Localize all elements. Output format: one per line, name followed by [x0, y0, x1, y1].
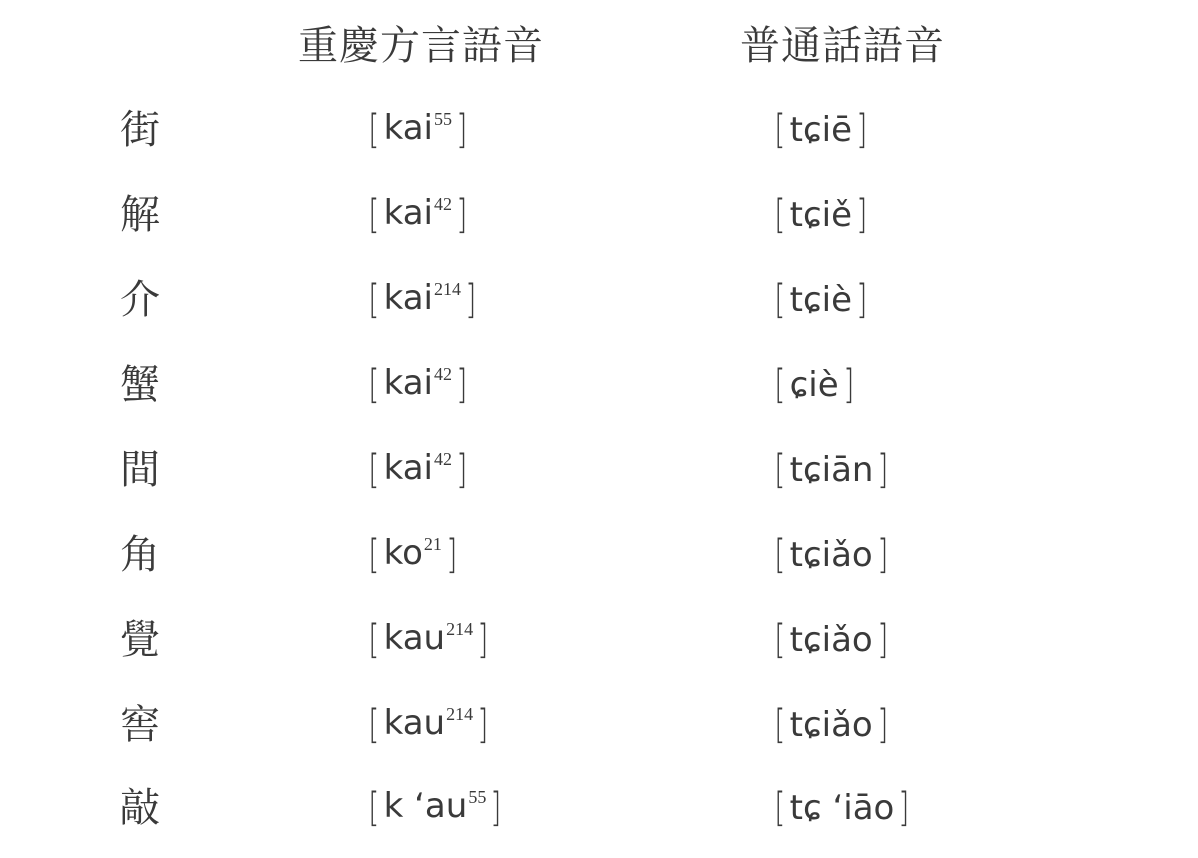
ipa-syllable: tɕiē — [789, 110, 852, 150]
chongqing-pronunciation — [366, 440, 470, 500]
ipa-base — [382, 438, 454, 503]
chongqing-pronunciation — [366, 355, 470, 415]
ipa-syllable: tɕiě — [789, 195, 852, 235]
chongqing-pronunciation — [366, 610, 491, 670]
putonghua-pronunciation — [772, 525, 890, 585]
tone-number: 214 — [433, 278, 461, 299]
close-bracket: ] — [477, 617, 489, 663]
character: 蟹 — [120, 362, 160, 408]
ipa-syllable: kau — [383, 702, 446, 743]
tone-number: 55 — [433, 108, 452, 129]
open-bracket: [ — [368, 107, 380, 153]
ipa-base — [382, 183, 454, 248]
header-putonghua-pronunciation: 普通話語音 — [740, 23, 945, 69]
open-bracket: [ — [774, 532, 786, 578]
tone-number: 42 — [433, 193, 452, 214]
ipa-syllable: kai — [383, 107, 433, 148]
open-bracket: [ — [774, 447, 786, 493]
open-bracket: [ — [774, 785, 786, 831]
table-row — [0, 440, 1198, 500]
open-bracket: [ — [774, 277, 786, 323]
table-row — [0, 185, 1198, 245]
table-row — [0, 778, 1198, 838]
open-bracket: [ — [368, 362, 380, 408]
chongqing-pronunciation — [366, 185, 470, 245]
ipa-base — [382, 268, 463, 333]
open-bracket: [ — [774, 702, 786, 748]
chongqing-pronunciation — [366, 100, 470, 160]
close-bracket: ] — [856, 192, 868, 238]
putonghua-pronunciation — [772, 355, 856, 415]
close-bracket: ] — [877, 617, 888, 663]
close-bracket: ] — [456, 362, 468, 408]
tone-number: 42 — [433, 363, 452, 384]
character: 間 — [120, 447, 160, 493]
chongqing-pronunciation — [366, 778, 504, 838]
table-row — [0, 100, 1198, 160]
ipa-syllable: kai — [383, 192, 433, 233]
open-bracket: [ — [368, 617, 380, 663]
character: 覺 — [120, 617, 160, 663]
ipa-syllable: kai — [383, 447, 433, 488]
close-bracket: ] — [877, 532, 888, 578]
putonghua-pronunciation — [772, 610, 890, 670]
putonghua-pronunciation — [772, 778, 912, 838]
character: 敲 — [120, 785, 160, 831]
open-bracket: [ — [368, 192, 380, 238]
chongqing-pronunciation — [366, 270, 479, 330]
ipa-syllable: kau — [383, 617, 446, 658]
tone-number: 55 — [468, 786, 487, 807]
table-row — [0, 525, 1198, 585]
ipa-syllable: tɕiǎo — [789, 705, 873, 745]
open-bracket: [ — [368, 277, 380, 323]
putonghua-pronunciation — [772, 185, 870, 245]
open-bracket: [ — [774, 107, 786, 153]
ipa-base — [382, 693, 475, 758]
close-bracket: ] — [898, 785, 910, 831]
ipa-base — [382, 608, 475, 673]
ipa-base — [382, 523, 444, 588]
table-row — [0, 610, 1198, 670]
tone-number: 214 — [446, 618, 474, 639]
putonghua-pronunciation — [772, 440, 891, 500]
character: 介 — [120, 277, 160, 323]
ipa-syllable: ko — [383, 532, 423, 573]
table-row — [0, 695, 1198, 755]
character: 街 — [120, 107, 160, 153]
character: 角 — [120, 532, 160, 578]
ipa-syllable: tɕ ‘iāo — [789, 788, 895, 828]
ipa-base — [382, 98, 454, 163]
putonghua-pronunciation — [772, 695, 890, 755]
character: 窖 — [120, 702, 160, 748]
ipa-syllable: tɕiān — [789, 450, 874, 490]
ipa-syllable: tɕiǎo — [789, 620, 873, 660]
ipa-base — [382, 776, 489, 841]
ipa-syllable: tɕiǎo — [789, 535, 873, 575]
header-chongqing-pronunciation: 重慶方言語音 — [298, 23, 544, 69]
chongqing-pronunciation — [366, 525, 460, 585]
tone-number: 214 — [446, 703, 474, 724]
open-bracket: [ — [368, 532, 380, 578]
open-bracket: [ — [774, 617, 786, 663]
table-row — [0, 270, 1198, 330]
close-bracket: ] — [877, 702, 888, 748]
open-bracket: [ — [368, 447, 380, 493]
close-bracket: ] — [856, 277, 868, 323]
close-bracket: ] — [477, 702, 489, 748]
ipa-syllable: tɕiè — [789, 280, 852, 320]
character: 解 — [120, 192, 160, 238]
close-bracket: ] — [490, 785, 502, 831]
putonghua-pronunciation — [772, 270, 870, 330]
tone-number: 21 — [423, 533, 442, 554]
putonghua-pronunciation — [772, 100, 870, 160]
tone-number: 42 — [433, 448, 452, 469]
close-bracket: ] — [456, 447, 468, 493]
open-bracket: [ — [774, 192, 786, 238]
close-bracket: ] — [446, 532, 458, 578]
close-bracket: ] — [843, 362, 854, 408]
ipa-syllable: kai — [383, 362, 433, 403]
table-row — [0, 355, 1198, 415]
open-bracket: [ — [368, 702, 380, 748]
ipa-syllable: ɕiè — [789, 365, 839, 405]
ipa-syllable: k ‘au — [383, 785, 468, 826]
open-bracket: [ — [368, 785, 380, 831]
ipa-base — [382, 353, 454, 418]
close-bracket: ] — [465, 277, 477, 323]
close-bracket: ] — [856, 107, 868, 153]
open-bracket: [ — [774, 362, 786, 408]
ipa-syllable: kai — [383, 277, 433, 318]
close-bracket: ] — [456, 107, 468, 153]
close-bracket: ] — [456, 192, 468, 238]
chongqing-pronunciation — [366, 695, 491, 755]
close-bracket: ] — [877, 447, 889, 493]
